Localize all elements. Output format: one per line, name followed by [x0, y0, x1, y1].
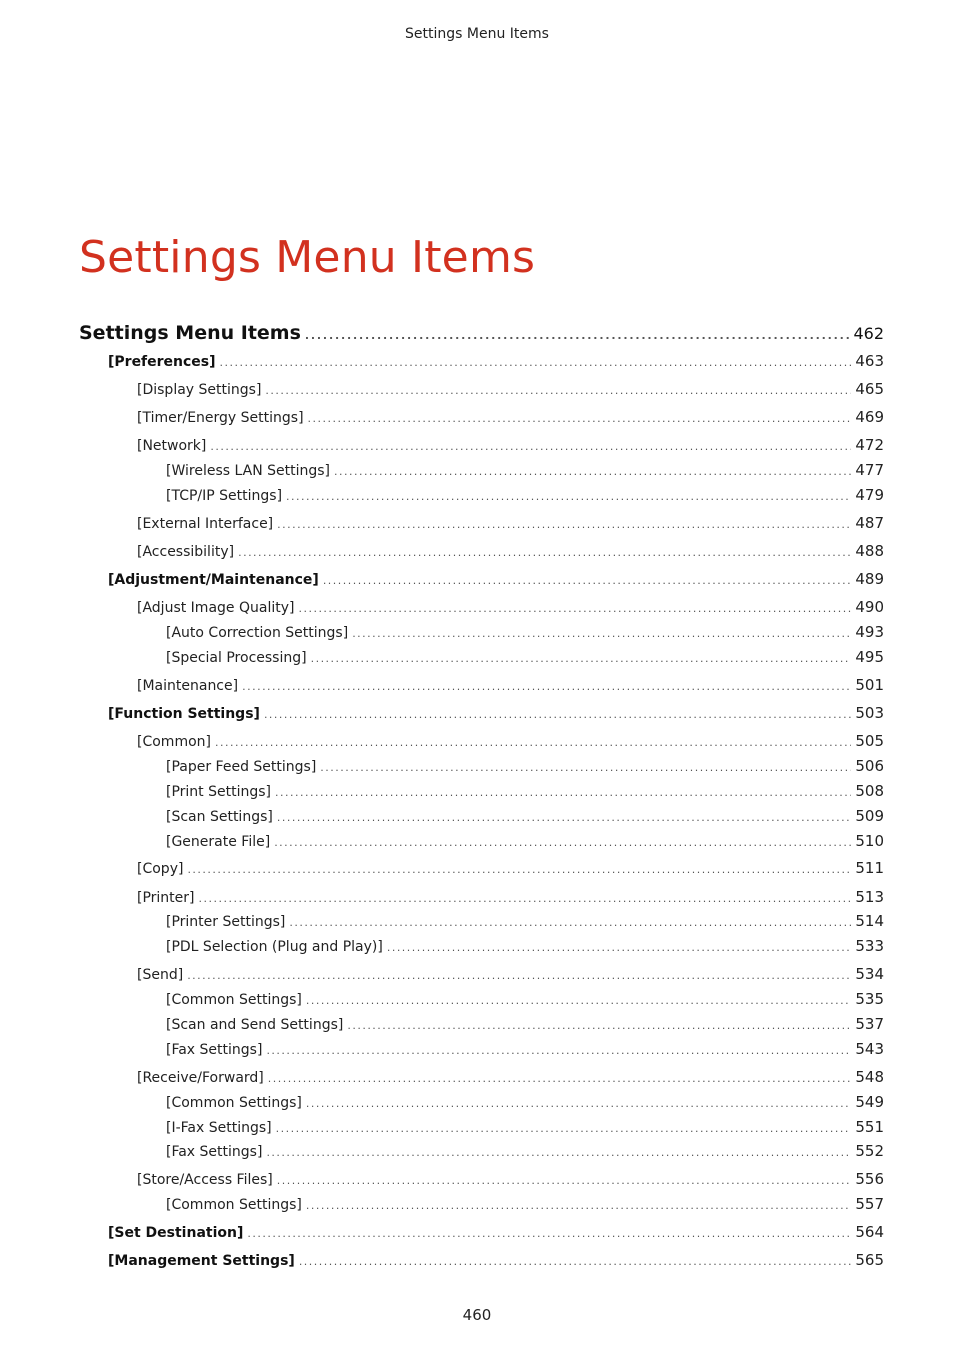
- toc-entry-label: [Adjust Image Quality]: [137, 600, 295, 616]
- toc-entry-label: [Common]: [137, 734, 211, 750]
- toc-entry-label: [Function Settings]: [108, 706, 260, 722]
- toc-entry-page: 479: [855, 486, 884, 504]
- toc-entry-label: [Wireless LAN Settings]: [166, 463, 330, 479]
- dot-leader: [238, 546, 851, 559]
- toc-entry[interactable]: [79, 486, 884, 510]
- toc-entry-page: 501: [855, 676, 884, 694]
- toc-entry[interactable]: [79, 436, 884, 460]
- toc-entry[interactable]: [79, 859, 884, 883]
- toc-entry[interactable]: [79, 704, 884, 728]
- toc-entry[interactable]: [79, 514, 884, 538]
- dot-leader: [323, 574, 852, 587]
- toc-entry-label: [TCP/IP Settings]: [166, 488, 283, 504]
- toc-entry-page: 543: [855, 1040, 884, 1058]
- toc-entry-page: 463: [855, 352, 884, 370]
- dot-leader: [268, 1072, 852, 1085]
- toc-entry-label: [Fax Settings]: [166, 1042, 263, 1058]
- toc-entry[interactable]: [79, 623, 884, 647]
- toc-entry-label: [Generate File]: [166, 834, 271, 850]
- toc-entry[interactable]: [79, 461, 884, 485]
- toc-entry-label: [Common Settings]: [166, 1197, 302, 1213]
- dot-leader: [199, 892, 852, 905]
- toc-entry-label: [Accessibility]: [137, 544, 235, 560]
- toc-entry-page: 465: [855, 380, 884, 398]
- toc-entry-page: 488: [855, 542, 884, 560]
- toc-entry-label: [Management Settings]: [108, 1253, 295, 1269]
- toc-entry-page: 495: [855, 648, 884, 666]
- toc-entry[interactable]: [79, 912, 884, 936]
- dot-leader: [220, 356, 852, 369]
- dot-leader: [306, 994, 852, 1007]
- toc-entry-page: 565: [855, 1251, 884, 1269]
- toc-entry-label: [Scan Settings]: [166, 809, 273, 825]
- dot-leader: [274, 836, 851, 849]
- dot-leader: [311, 652, 852, 665]
- dot-leader: [306, 1097, 852, 1110]
- toc-entry[interactable]: [79, 965, 884, 989]
- toc-entry-page: 462: [853, 324, 884, 343]
- toc-entry-page: 506: [855, 757, 884, 775]
- toc-entry[interactable]: [79, 832, 884, 856]
- toc-entry-page: 556: [855, 1170, 884, 1188]
- toc-entry[interactable]: [79, 1251, 884, 1275]
- dot-leader: [286, 490, 851, 503]
- dot-leader: [320, 761, 851, 774]
- toc-entry-label: [Scan and Send Settings]: [166, 1017, 344, 1033]
- toc-entry[interactable]: [79, 1195, 884, 1219]
- dot-leader: [277, 518, 851, 531]
- toc-entry[interactable]: [79, 570, 884, 594]
- toc-entry-page: 534: [855, 965, 884, 983]
- toc-entry[interactable]: [79, 990, 884, 1014]
- toc-entry[interactable]: [79, 1040, 884, 1064]
- toc-entry-label: [Adjustment/Maintenance]: [108, 572, 319, 588]
- toc-entry-label: [Receive/Forward]: [137, 1070, 264, 1086]
- toc-entry-label: [Preferences]: [108, 354, 216, 370]
- toc-entry-label: [Paper Feed Settings]: [166, 759, 317, 775]
- toc-entry[interactable]: [79, 888, 884, 912]
- toc-entry[interactable]: [79, 1142, 884, 1166]
- dot-leader: [298, 602, 851, 615]
- dot-leader: [276, 1122, 852, 1135]
- dot-leader: [242, 680, 851, 693]
- dot-leader: [305, 329, 850, 342]
- toc-entry[interactable]: [79, 937, 884, 961]
- dot-leader: [352, 627, 851, 640]
- toc-entry[interactable]: [79, 648, 884, 672]
- dot-leader: [308, 412, 852, 425]
- toc-entry[interactable]: [79, 1093, 884, 1117]
- toc-entry[interactable]: [79, 1068, 884, 1092]
- toc-entry-page: 511: [855, 859, 884, 877]
- toc-entry-page: 493: [855, 623, 884, 641]
- toc-entry[interactable]: [79, 757, 884, 781]
- toc-entry-page: 514: [855, 912, 884, 930]
- toc-entry-label: [Common Settings]: [166, 1095, 302, 1111]
- toc-entry-label: [Copy]: [137, 861, 184, 877]
- toc-entry-page: 509: [855, 807, 884, 825]
- toc-entry-label: [Maintenance]: [137, 678, 239, 694]
- running-header: Settings Menu Items: [405, 26, 549, 42]
- toc-entry-label: [Set Destination]: [108, 1225, 244, 1241]
- dot-leader: [275, 786, 851, 799]
- dot-leader: [347, 1019, 851, 1032]
- dot-leader: [266, 1146, 851, 1159]
- dot-leader: [264, 708, 851, 721]
- toc-entry[interactable]: [79, 598, 884, 622]
- toc-entry-page: 533: [855, 937, 884, 955]
- toc-entry[interactable]: [79, 542, 884, 566]
- toc-entry-page: 472: [855, 436, 884, 454]
- toc-entry[interactable]: [79, 807, 884, 831]
- toc-entry[interactable]: [79, 352, 884, 376]
- toc-entry-label: [Special Processing]: [166, 650, 307, 666]
- page-title: Settings Menu Items: [79, 232, 536, 283]
- toc-entry-label: [Timer/Energy Settings]: [137, 410, 304, 426]
- toc-entry-label: [Display Settings]: [137, 382, 262, 398]
- dot-leader: [299, 1255, 852, 1268]
- dot-leader: [215, 736, 851, 749]
- toc-entry-page: 548: [855, 1068, 884, 1086]
- toc-entry[interactable]: [79, 732, 884, 756]
- toc-entry-page: 557: [855, 1195, 884, 1213]
- dot-leader: [265, 384, 851, 397]
- toc-entry-page: 487: [855, 514, 884, 532]
- dot-leader: [277, 811, 852, 824]
- toc-entry-label: [I-Fax Settings]: [166, 1120, 272, 1136]
- toc-entry[interactable]: [79, 380, 884, 404]
- dot-leader: [210, 440, 851, 453]
- toc-entry-page: 564: [855, 1223, 884, 1241]
- dot-leader: [387, 941, 852, 954]
- dot-leader: [266, 1044, 851, 1057]
- toc-entry-page: 535: [855, 990, 884, 1008]
- toc-entry[interactable]: [79, 1118, 884, 1142]
- toc-entry[interactable]: [79, 408, 884, 432]
- toc-entry-label: [Printer Settings]: [166, 914, 286, 930]
- toc-entry-page: 551: [855, 1118, 884, 1136]
- toc-entry-label: [External Interface]: [137, 516, 274, 532]
- toc-entry[interactable]: [79, 1015, 884, 1039]
- toc-entry-label: Settings Menu Items: [79, 322, 301, 344]
- toc-entry-page: 490: [855, 598, 884, 616]
- toc-entry-page: 477: [855, 461, 884, 479]
- toc-entry-label: [Printer]: [137, 890, 195, 906]
- toc-entry-page: 510: [855, 832, 884, 850]
- toc-entry-label: [Print Settings]: [166, 784, 271, 800]
- toc-entry[interactable]: [79, 322, 884, 346]
- dot-leader: [247, 1227, 851, 1240]
- toc-entry-page: 505: [855, 732, 884, 750]
- dot-leader: [289, 916, 851, 929]
- toc-entry-page: 503: [855, 704, 884, 722]
- toc-entry-label: [Fax Settings]: [166, 1144, 263, 1160]
- toc-entry-label: [Auto Correction Settings]: [166, 625, 349, 641]
- toc-entry[interactable]: [79, 676, 884, 700]
- toc-entry-page: 552: [855, 1142, 884, 1160]
- toc-entry-label: [Common Settings]: [166, 992, 302, 1008]
- toc-entry-page: 537: [855, 1015, 884, 1033]
- toc-entry-page: 469: [855, 408, 884, 426]
- page-number: 460: [462, 1306, 492, 1324]
- toc-entry[interactable]: [79, 1223, 884, 1247]
- toc-entry-label: [Store/Access Files]: [137, 1172, 273, 1188]
- toc-entry-page: 513: [855, 888, 884, 906]
- toc-entry-label: [PDL Selection (Plug and Play)]: [166, 939, 383, 955]
- toc-entry-label: [Send]: [137, 967, 184, 983]
- toc-entry-page: 549: [855, 1093, 884, 1111]
- dot-leader: [306, 1199, 852, 1212]
- dot-leader: [187, 863, 851, 876]
- toc-entry[interactable]: [79, 1170, 884, 1194]
- toc-entry-page: 489: [855, 570, 884, 588]
- toc-entry-page: 508: [855, 782, 884, 800]
- dot-leader: [277, 1174, 852, 1187]
- dot-leader: [187, 969, 851, 982]
- dot-leader: [334, 465, 851, 478]
- toc-entry-label: [Network]: [137, 438, 207, 454]
- toc-entry[interactable]: [79, 782, 884, 806]
